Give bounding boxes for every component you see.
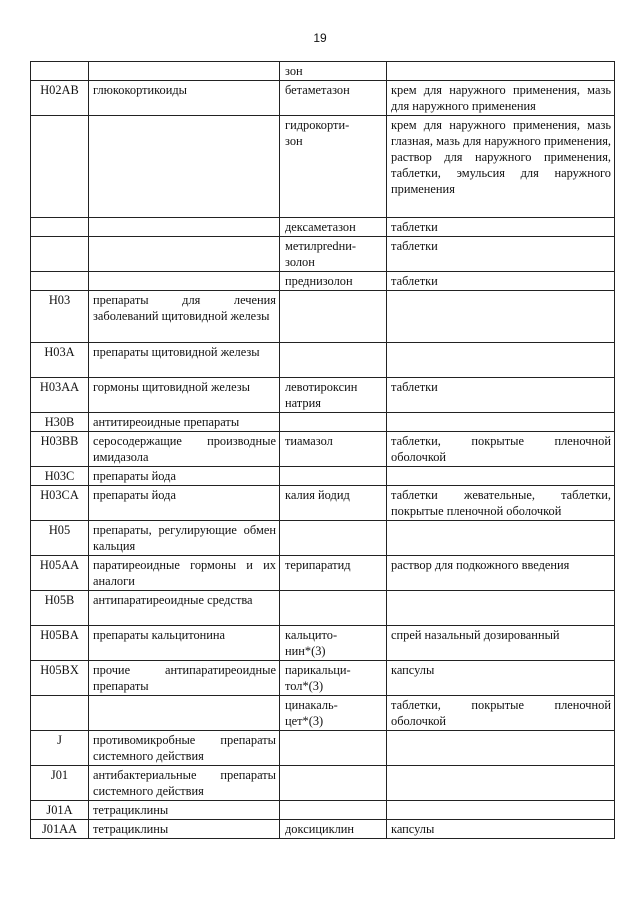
pharmacological-group-cell bbox=[89, 62, 280, 81]
dosage-form-cell: капсулы bbox=[387, 661, 615, 696]
drug-name-cell bbox=[280, 521, 387, 556]
pharmacological-group-cell: тетрациклины bbox=[89, 820, 280, 839]
table-row bbox=[31, 696, 615, 731]
drug-name-cell: зон bbox=[280, 62, 387, 81]
pharmacological-group-cell: препараты, регулирующие обмен кальция bbox=[89, 521, 280, 556]
dosage-form-cell: таблетки, покрытые пленочной оболочкой bbox=[387, 432, 615, 467]
table-row bbox=[31, 237, 615, 272]
table-row bbox=[31, 801, 615, 820]
atc-code-cell: H03A bbox=[31, 343, 89, 378]
table-row bbox=[31, 116, 615, 218]
pharmacological-group-cell bbox=[89, 272, 280, 291]
pharmacological-group-cell: серосодержащие производные имидазола bbox=[89, 432, 280, 467]
pharmacological-group-cell bbox=[89, 696, 280, 731]
drug-name-cell bbox=[280, 413, 387, 432]
dosage-form-cell: крем для наружного применения, мазь для наружного применения bbox=[387, 81, 615, 116]
drug-name-cell bbox=[280, 801, 387, 820]
table-row bbox=[31, 521, 615, 556]
dosage-form-cell: крем для наружного применения, мазь глазная, мазь для наружного применения, раствор для наружного применения, таблетки, эмульсия для наружного применения bbox=[387, 116, 615, 218]
dosage-form-cell: капсулы bbox=[387, 820, 615, 839]
pharmacological-group-cell: препараты йода bbox=[89, 467, 280, 486]
drug-name-cell: парикальци- тол*(3) bbox=[280, 661, 387, 696]
table-row bbox=[31, 291, 615, 343]
drug-name-cell: доксициклин bbox=[280, 820, 387, 839]
atc-code-cell: H02AB bbox=[31, 81, 89, 116]
dosage-form-cell: таблетки, покрытые пленочной оболочкой bbox=[387, 696, 615, 731]
dosage-form-cell bbox=[387, 731, 615, 766]
table-row bbox=[31, 591, 615, 626]
table-row bbox=[31, 81, 615, 116]
pharmacological-group-cell: прочие антипаратиреоидные препараты bbox=[89, 661, 280, 696]
atc-code-cell: H05BA bbox=[31, 626, 89, 661]
atc-code-cell bbox=[31, 237, 89, 272]
atc-code-cell bbox=[31, 116, 89, 218]
dosage-form-cell: спрей назальный дозированный bbox=[387, 626, 615, 661]
table-row bbox=[31, 626, 615, 661]
drug-name-cell: кальцито- нин*(3) bbox=[280, 626, 387, 661]
table-row bbox=[31, 486, 615, 521]
drug-name-cell: тиамазол bbox=[280, 432, 387, 467]
drug-name-cell bbox=[280, 291, 387, 343]
table-row bbox=[31, 62, 615, 81]
drug-name-cell: терипаратид bbox=[280, 556, 387, 591]
drug-name-cell: цинакаль- цет*(3) bbox=[280, 696, 387, 731]
drug-name-cell bbox=[280, 731, 387, 766]
pharmacological-group-cell bbox=[89, 116, 280, 218]
dosage-form-cell: таблетки bbox=[387, 218, 615, 237]
dosage-form-cell: таблетки bbox=[387, 237, 615, 272]
atc-code-cell: H05BX bbox=[31, 661, 89, 696]
pharmacological-group-cell: антитиреоидные препараты bbox=[89, 413, 280, 432]
atc-code-cell: J01AA bbox=[31, 820, 89, 839]
pharmacological-group-cell: глюкокортикоиды bbox=[89, 81, 280, 116]
table-row bbox=[31, 413, 615, 432]
drug-name-cell: дексаметазон bbox=[280, 218, 387, 237]
dosage-form-cell bbox=[387, 801, 615, 820]
table-row bbox=[31, 432, 615, 467]
drug-name-cell: метилpredни- золон bbox=[280, 237, 387, 272]
atc-code-cell: J bbox=[31, 731, 89, 766]
dosage-form-cell bbox=[387, 591, 615, 626]
atc-code-cell: H05AA bbox=[31, 556, 89, 591]
pharmacological-group-cell: противомикробные препараты системного действия bbox=[89, 731, 280, 766]
table-row bbox=[31, 218, 615, 237]
atc-code-cell bbox=[31, 696, 89, 731]
table-row bbox=[31, 556, 615, 591]
dosage-form-cell: таблетки bbox=[387, 378, 615, 413]
atc-code-cell bbox=[31, 272, 89, 291]
atc-code-cell: H05B bbox=[31, 591, 89, 626]
table-row bbox=[31, 378, 615, 413]
pharmacological-group-cell bbox=[89, 237, 280, 272]
atc-code-cell: H03CA bbox=[31, 486, 89, 521]
dosage-form-cell: таблетки bbox=[387, 272, 615, 291]
pharmacological-group-cell: препараты для лечения заболеваний щитовидной железы bbox=[89, 291, 280, 343]
page-number: 19 bbox=[313, 31, 327, 45]
dosage-form-cell bbox=[387, 521, 615, 556]
table-row bbox=[31, 467, 615, 486]
table-row bbox=[31, 731, 615, 766]
pharmacological-group-cell: препараты щитовидной железы bbox=[89, 343, 280, 378]
pharmacological-group-cell: препараты кальцитонина bbox=[89, 626, 280, 661]
table-row bbox=[31, 766, 615, 801]
atc-code-cell: H03 bbox=[31, 291, 89, 343]
drug-name-cell: преднизолон bbox=[280, 272, 387, 291]
pharmacological-group-cell: антипаратиреоидные средства bbox=[89, 591, 280, 626]
table-body bbox=[31, 62, 615, 839]
atc-code-cell: H03BB bbox=[31, 432, 89, 467]
dosage-form-cell bbox=[387, 291, 615, 343]
atc-code-cell: H03C bbox=[31, 467, 89, 486]
atc-code-cell bbox=[31, 218, 89, 237]
pharmacological-group-cell: антибактериальные препараты системного действия bbox=[89, 766, 280, 801]
dosage-form-cell bbox=[387, 62, 615, 81]
drug-name-cell: гидрокорти- зон bbox=[280, 116, 387, 218]
drug-name-cell bbox=[280, 343, 387, 378]
drug-name-cell bbox=[280, 766, 387, 801]
drug-name-cell bbox=[280, 591, 387, 626]
drug-name-cell: бетаметазон bbox=[280, 81, 387, 116]
dosage-form-cell bbox=[387, 343, 615, 378]
drug-name-cell bbox=[280, 467, 387, 486]
drug-name-cell: левотироксин натрия bbox=[280, 378, 387, 413]
table-row bbox=[31, 820, 615, 839]
table-row bbox=[31, 272, 615, 291]
atc-code-cell: H05 bbox=[31, 521, 89, 556]
dosage-form-cell bbox=[387, 766, 615, 801]
atc-code-cell: H30B bbox=[31, 413, 89, 432]
table-row bbox=[31, 661, 615, 696]
atc-code-cell: H03AA bbox=[31, 378, 89, 413]
atc-code-cell bbox=[31, 62, 89, 81]
pharmacological-group-cell bbox=[89, 218, 280, 237]
drug-classification-table bbox=[30, 61, 615, 839]
dosage-form-cell bbox=[387, 467, 615, 486]
pharmacological-group-cell: гормоны щитовидной железы bbox=[89, 378, 280, 413]
drug-name-cell: калия йодид bbox=[280, 486, 387, 521]
dosage-form-cell: раствор для подкожного введения bbox=[387, 556, 615, 591]
pharmacological-group-cell: тетрациклины bbox=[89, 801, 280, 820]
dosage-form-cell: таблетки жевательные, таблетки, покрытые пленочной оболочкой bbox=[387, 486, 615, 521]
atc-code-cell: J01 bbox=[31, 766, 89, 801]
pharmacological-group-cell: паратиреоидные гормоны и их аналоги bbox=[89, 556, 280, 591]
dosage-form-cell bbox=[387, 413, 615, 432]
pharmacological-group-cell: препараты йода bbox=[89, 486, 280, 521]
atc-code-cell: J01A bbox=[31, 801, 89, 820]
table-row bbox=[31, 343, 615, 378]
